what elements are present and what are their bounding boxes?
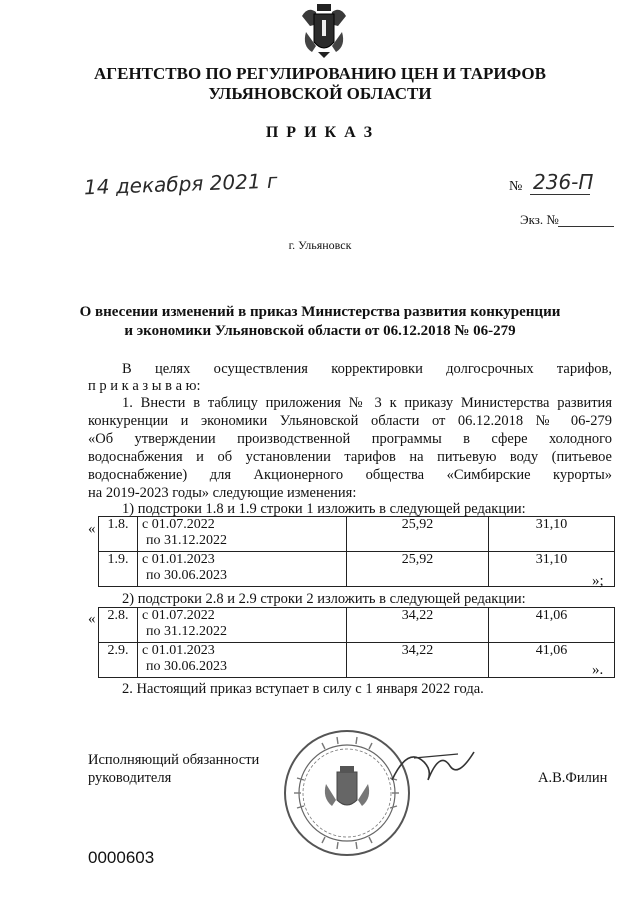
- copy-number-blank: [558, 226, 614, 227]
- intro-line2: п р и к а з ы в а ю:: [88, 378, 201, 394]
- tariff-table-1: [98, 516, 615, 587]
- table-row: [99, 643, 615, 678]
- number-underline: [530, 194, 590, 195]
- close-quote: »;: [592, 573, 604, 589]
- open-quote: «: [88, 611, 96, 627]
- item1-line: конкуренции и экономики Ульяновской области от 06.12.2018 № 06-279: [88, 413, 612, 429]
- close-quote: ».: [592, 662, 604, 678]
- period-cell: [138, 643, 347, 678]
- tariff-value: 34,22: [347, 608, 489, 643]
- number-prefix: №: [509, 179, 523, 194]
- open-quote: «: [88, 521, 96, 537]
- row-number: 1.9.: [99, 552, 138, 587]
- period-from: с 01.01.2023: [142, 643, 215, 658]
- item1-line: «Об утверждении производственной программы в сфере холодного: [88, 431, 612, 447]
- tariff-table-2: [98, 607, 615, 678]
- row-number: 2.8.: [99, 608, 138, 643]
- period-from: с 01.01.2023: [142, 552, 215, 567]
- period-to: по 30.06.2023: [146, 568, 227, 583]
- period-from: с 01.07.2022: [142, 608, 215, 623]
- signer-position-line1: Исполняющий обязанности: [88, 752, 260, 768]
- table-row: [99, 517, 615, 552]
- row-number: 2.9.: [99, 643, 138, 678]
- tariff-value-vat: 41,06: [489, 608, 615, 643]
- period-to: по 31.12.2022: [146, 624, 227, 639]
- intro-line1: В целях осуществления корректировки долгосрочных тарифов,: [122, 361, 612, 377]
- period-from: с 01.07.2022: [142, 517, 215, 532]
- order-title-line1: О внесении изменений в приказ Министерства развития конкуренции: [79, 304, 561, 320]
- signer-position-line2: руководителя: [88, 770, 172, 786]
- order-title-line2: и экономики Ульяновской области от 06.12.2018 № 06-279: [124, 323, 516, 339]
- tariff-value: 25,92: [347, 517, 489, 552]
- city: г. Ульяновск: [288, 238, 352, 252]
- period-cell: [138, 608, 347, 643]
- item1-line: водоснабжение) для Акционерного общества «Симбирские курорты»: [88, 467, 612, 483]
- table-row: [99, 608, 615, 643]
- period-to: по 30.06.2023: [146, 659, 227, 674]
- agency-name-line1: АГЕНТСТВО ПО РЕГУЛИРОВАНИЮ ЦЕН И ТАРИФОВ: [94, 64, 546, 83]
- table-row: [99, 552, 615, 587]
- agency-name-line2: УЛЬЯНОВСКОЙ ОБЛАСТИ: [208, 84, 432, 103]
- form-serial-number: 0000603: [88, 848, 155, 867]
- handwritten-date: 14 декабря 2021 г: [83, 168, 278, 200]
- tariff-value-vat: 41,06: [489, 643, 615, 678]
- coat-of-arms-emblem: [296, 2, 352, 60]
- item1-line: водоснабжения и об установлении тарифов на питьевую воду (питьевое: [88, 449, 612, 465]
- item1-line: на 2019-2023 годы» следующие изменения:: [88, 485, 357, 501]
- period-to: по 31.12.2022: [146, 533, 227, 548]
- handwritten-number: 236-П: [533, 170, 594, 194]
- subitem2: 2) подстроки 2.8 и 2.9 строки 2 изложить в следующей редакции:: [122, 591, 526, 607]
- period-cell: [138, 517, 347, 552]
- document-type: П Р И К А З: [265, 124, 375, 141]
- row-number: 1.8.: [99, 517, 138, 552]
- copy-number-label: Экз. №: [520, 212, 559, 227]
- tariff-value-vat: 31,10: [489, 552, 615, 587]
- tariff-value: 25,92: [347, 552, 489, 587]
- item1-line: 1. Внести в таблицу приложения № 3 к приказу Министерства развития: [122, 395, 612, 411]
- signer-name: А.В.Филин: [538, 770, 608, 786]
- tariff-value: 34,22: [347, 643, 489, 678]
- tariff-value-vat: 31,10: [489, 517, 615, 552]
- subitem1: 1) подстроки 1.8 и 1.9 строки 1 изложить в следующей редакции:: [122, 501, 526, 517]
- period-cell: [138, 552, 347, 587]
- item2: 2. Настоящий приказ вступает в силу с 1 января 2022 года.: [122, 681, 484, 697]
- handwritten-signature: [388, 740, 478, 790]
